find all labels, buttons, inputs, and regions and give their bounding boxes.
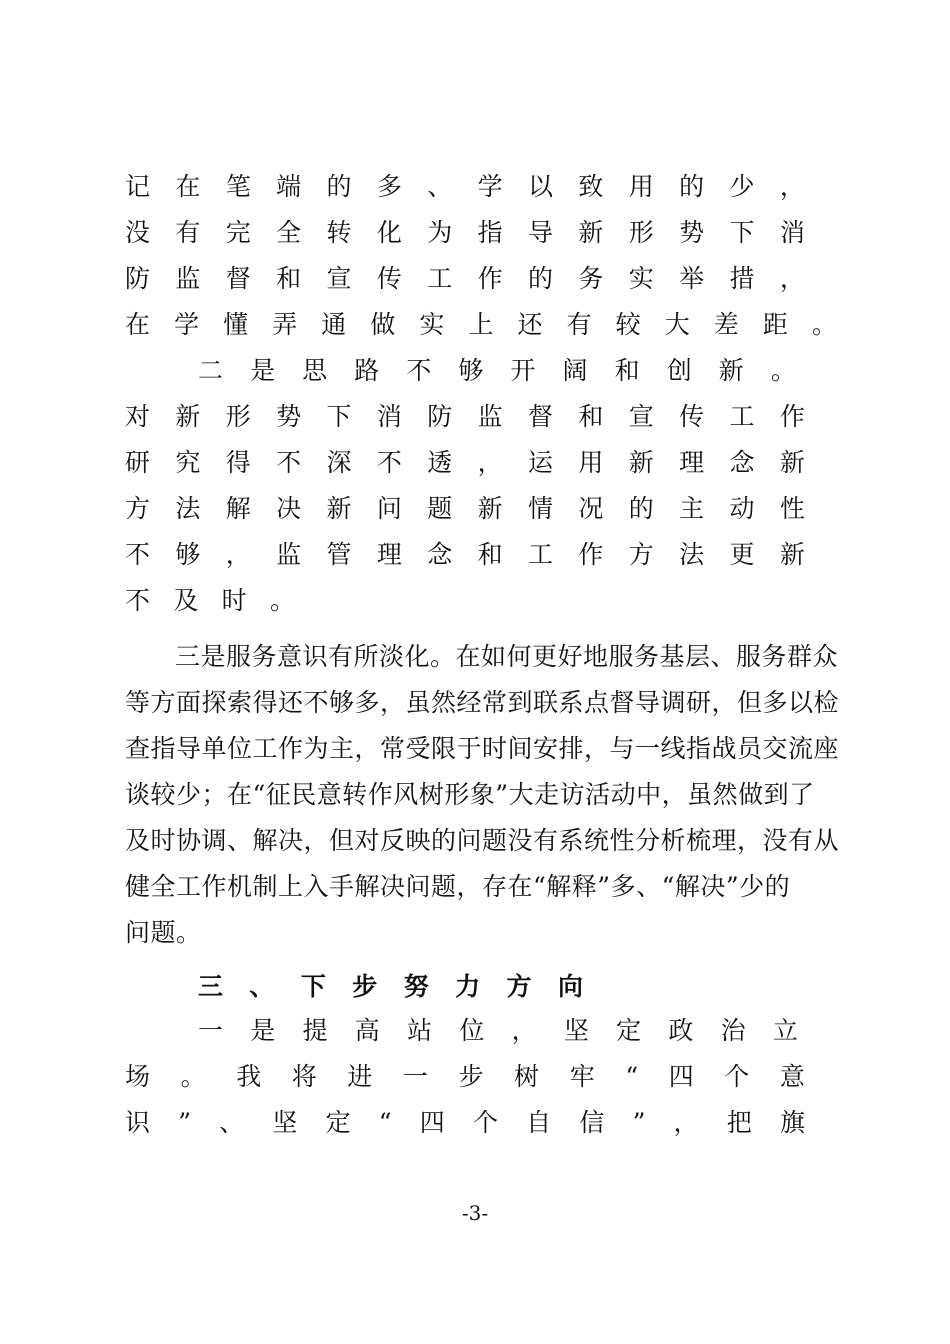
- glyph: 下: [300, 972, 326, 1001]
- glyph: 理: [376, 540, 402, 569]
- glyph: ”: [178, 1108, 191, 1137]
- glyph: 学: [174, 310, 200, 339]
- glyph: ，: [225, 540, 251, 569]
- glyph: 大: [664, 310, 690, 339]
- glyph: “: [625, 1062, 639, 1091]
- glyph: 将: [291, 1062, 317, 1091]
- glyph: 旗: [779, 1108, 805, 1137]
- glyph: 的: [528, 264, 554, 293]
- glyph: 一: [198, 1016, 224, 1045]
- glyph: 用: [628, 172, 654, 201]
- glyph: 弄: [272, 310, 298, 339]
- glyph: 解: [225, 494, 251, 523]
- glyph: 是: [250, 1016, 276, 1045]
- glyph: 新: [175, 402, 201, 431]
- glyph: 、: [427, 172, 453, 201]
- glyph: 督: [528, 402, 554, 431]
- glyph: 为: [427, 218, 453, 247]
- glyph: 新: [628, 448, 654, 477]
- glyph: 进: [347, 1062, 373, 1091]
- glyph: 动: [729, 494, 755, 523]
- paragraph-line: 查指导单位工作为主，常受限于时间安排，与一线指战员交流座: [125, 734, 840, 763]
- glyph: ，: [477, 448, 503, 477]
- glyph: 二: [198, 356, 224, 385]
- glyph: 三: [198, 972, 224, 1001]
- glyph: 场: [125, 1062, 151, 1091]
- glyph: 上: [468, 310, 494, 339]
- paragraph-line: [125, 310, 837, 340]
- glyph: 深: [326, 448, 352, 477]
- glyph: ，: [673, 1108, 699, 1137]
- glyph: 下: [326, 402, 352, 431]
- glyph: 导: [528, 218, 554, 247]
- glyph: 还: [517, 310, 543, 339]
- paragraph-line: 健全工作机制上入手解决问题，存在“解释”多、“解决”少的: [125, 872, 791, 901]
- glyph: 把: [726, 1108, 752, 1137]
- glyph: 时: [221, 586, 247, 615]
- glyph: 况: [578, 494, 604, 523]
- glyph: 及: [173, 586, 199, 615]
- paragraph-line: [125, 172, 805, 202]
- glyph: 法: [175, 494, 201, 523]
- glyph: 够: [175, 540, 201, 569]
- glyph: 新: [326, 494, 352, 523]
- paragraph-line: [125, 1108, 805, 1138]
- glyph: 学: [477, 172, 503, 201]
- glyph: 四: [668, 1062, 694, 1091]
- glyph: 新: [718, 356, 744, 385]
- paragraph-line: [198, 356, 796, 386]
- glyph: 宣: [326, 264, 352, 293]
- paragraph-line: [125, 218, 805, 248]
- glyph: 的: [679, 172, 705, 201]
- glyph: 新: [779, 448, 805, 477]
- glyph: 步: [458, 1062, 484, 1091]
- glyph: 方: [125, 494, 151, 523]
- glyph: 一: [402, 1062, 428, 1091]
- glyph: 牢: [569, 1062, 595, 1091]
- paragraph-line: [125, 1062, 805, 1092]
- glyph: 的: [326, 172, 352, 201]
- glyph: 够: [458, 356, 484, 385]
- glyph: 不: [125, 540, 151, 569]
- glyph: 作: [779, 402, 805, 431]
- paragraph-line: 问题。: [125, 918, 202, 947]
- glyph: 主: [679, 494, 705, 523]
- glyph: 得: [225, 448, 251, 477]
- glyph: 步: [352, 972, 378, 1001]
- glyph: 念: [427, 540, 453, 569]
- glyph: 立: [772, 1016, 798, 1045]
- glyph: 在: [125, 310, 151, 339]
- glyph: 方: [506, 972, 532, 1001]
- glyph: 下: [729, 218, 755, 247]
- glyph: 监: [276, 540, 302, 569]
- glyph: 力: [455, 972, 481, 1001]
- glyph: 自: [526, 1108, 552, 1137]
- glyph: 差: [713, 310, 739, 339]
- glyph: 问: [376, 494, 402, 523]
- glyph: 。: [770, 356, 796, 385]
- glyph: 更: [729, 540, 755, 569]
- glyph: 和: [477, 540, 503, 569]
- glyph: 不: [276, 448, 302, 477]
- glyph: 转: [326, 218, 352, 247]
- glyph: 指: [477, 218, 503, 247]
- glyph: 措: [729, 264, 755, 293]
- glyph: 形: [628, 218, 654, 247]
- glyph: 作: [578, 540, 604, 569]
- glyph: 创: [666, 356, 692, 385]
- glyph: 势: [679, 218, 705, 247]
- glyph: 念: [729, 448, 755, 477]
- glyph: 开: [510, 356, 536, 385]
- glyph: 题: [427, 494, 453, 523]
- glyph: 全: [276, 218, 302, 247]
- glyph: 实: [628, 264, 654, 293]
- glyph: 监: [477, 402, 503, 431]
- glyph: 站: [407, 1016, 433, 1045]
- glyph: 防: [427, 402, 453, 431]
- glyph: 完: [225, 218, 251, 247]
- glyph: 思: [302, 356, 328, 385]
- glyph: 管: [326, 540, 352, 569]
- glyph: 新: [578, 218, 604, 247]
- glyph: 工: [427, 264, 453, 293]
- glyph: ，: [779, 264, 805, 293]
- glyph: 向: [557, 972, 583, 1001]
- glyph: 坚: [563, 1016, 589, 1045]
- glyph: 新: [477, 494, 503, 523]
- glyph: 通: [321, 310, 347, 339]
- glyph: 实: [419, 310, 445, 339]
- glyph: 治: [720, 1016, 746, 1045]
- glyph: 不: [125, 586, 151, 615]
- glyph: 个: [472, 1108, 498, 1137]
- paragraph-line: [198, 1016, 798, 1046]
- glyph: 消: [376, 402, 402, 431]
- glyph: 少: [729, 172, 755, 201]
- glyph: 传: [679, 402, 705, 431]
- glyph: 笔: [225, 172, 251, 201]
- paragraph-line: [125, 402, 805, 432]
- glyph: 举: [679, 264, 705, 293]
- glyph: 意: [779, 1062, 805, 1091]
- glyph: 监: [175, 264, 201, 293]
- glyph: 我: [236, 1062, 262, 1091]
- glyph: 形: [225, 402, 251, 431]
- section-heading: [198, 968, 583, 1002]
- paragraph-line: [125, 540, 805, 570]
- paragraph-line: 三是服务意识有所淡化。在如何更好地服务基层、服务群众: [175, 642, 839, 671]
- glyph: 个: [724, 1062, 750, 1091]
- glyph: 不: [376, 448, 402, 477]
- glyph: 消: [779, 218, 805, 247]
- glyph: 坚: [272, 1108, 298, 1137]
- glyph: 决: [276, 494, 302, 523]
- paragraph-line: 及时协调、解决，但对反映的问题没有系统性分析梳理，没有从: [125, 826, 840, 855]
- glyph: 提: [302, 1016, 328, 1045]
- glyph: 记: [125, 172, 151, 201]
- paragraph-line: [125, 264, 805, 294]
- glyph: 位: [459, 1016, 485, 1045]
- glyph: 宣: [628, 402, 654, 431]
- paragraph-line: 等方面探索得还不够多，虽然经常到联系点督导调研，但多以检: [125, 688, 840, 717]
- glyph: 多: [376, 172, 402, 201]
- glyph: “: [378, 1108, 392, 1137]
- glyph: 情: [528, 494, 554, 523]
- glyph: 究: [175, 448, 201, 477]
- glyph: 理: [679, 448, 705, 477]
- glyph: 四: [419, 1108, 445, 1137]
- glyph: 和: [578, 402, 604, 431]
- glyph: 有: [566, 310, 592, 339]
- glyph: 新: [779, 540, 805, 569]
- glyph: 势: [276, 402, 302, 431]
- glyph: 防: [125, 264, 151, 293]
- glyph: 研: [125, 448, 151, 477]
- glyph: 是: [250, 356, 276, 385]
- glyph: ，: [779, 172, 805, 201]
- glyph: 不: [406, 356, 432, 385]
- glyph: 的: [628, 494, 654, 523]
- glyph: 致: [578, 172, 604, 201]
- glyph: 务: [578, 264, 604, 293]
- glyph: 运: [528, 448, 554, 477]
- glyph: 做: [370, 310, 396, 339]
- paragraph-line: [125, 494, 805, 524]
- glyph: 定: [616, 1016, 642, 1045]
- glyph: 识: [125, 1108, 151, 1137]
- glyph: ”: [632, 1108, 646, 1137]
- glyph: 政: [668, 1016, 694, 1045]
- glyph: 督: [225, 264, 251, 293]
- glyph: 端: [276, 172, 302, 201]
- glyph: 法: [679, 540, 705, 569]
- glyph: 作: [477, 264, 503, 293]
- paragraph-line: [125, 586, 295, 616]
- glyph: 透: [427, 448, 453, 477]
- glyph: 以: [528, 172, 554, 201]
- glyph: 。: [269, 586, 295, 615]
- glyph: 性: [779, 494, 805, 523]
- glyph: 、: [219, 1108, 245, 1137]
- glyph: 方: [628, 540, 654, 569]
- glyph: 在: [175, 172, 201, 201]
- glyph: 树: [514, 1062, 540, 1091]
- glyph: 传: [376, 264, 402, 293]
- page-number: -3-: [461, 1201, 489, 1225]
- glyph: 工: [528, 540, 554, 569]
- glyph: 努: [403, 972, 429, 1001]
- glyph: 阔: [562, 356, 588, 385]
- glyph: 较: [615, 310, 641, 339]
- glyph: 对: [125, 402, 151, 431]
- glyph: ，: [511, 1016, 537, 1045]
- glyph: 用: [578, 448, 604, 477]
- glyph: 工: [729, 402, 755, 431]
- glyph: 高: [354, 1016, 380, 1045]
- paragraph-line: [125, 448, 805, 478]
- glyph: 路: [354, 356, 380, 385]
- glyph: 和: [614, 356, 640, 385]
- glyph: 和: [276, 264, 302, 293]
- glyph: 有: [175, 218, 201, 247]
- glyph: 信: [579, 1108, 605, 1137]
- glyph: 定: [325, 1108, 351, 1137]
- glyph: 距: [762, 310, 788, 339]
- paragraph-line: 谈较少；在“征民意转作风树形象”大走访活动中，虽然做到了: [125, 780, 815, 809]
- glyph: 懂: [223, 310, 249, 339]
- glyph: 化: [376, 218, 402, 247]
- glyph: 。: [811, 310, 837, 339]
- glyph: 、: [249, 972, 275, 1001]
- glyph: 没: [125, 218, 151, 247]
- glyph: 。: [180, 1062, 206, 1091]
